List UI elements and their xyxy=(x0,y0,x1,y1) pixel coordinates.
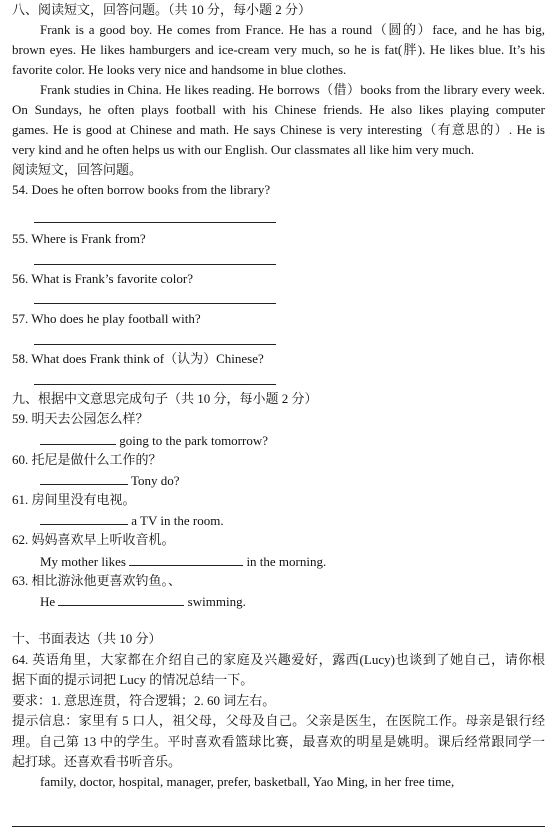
sentence-after: going to the park tomorrow? xyxy=(116,433,268,448)
passage-line: Frank is a good boy. He comes from France. He has a round（圆的）face, and he has big, xyxy=(40,22,545,37)
keywords-line: family, doctor, hospital, manager, prefer, basketball, Yao Ming, in her free time, xyxy=(40,774,455,789)
question-58: 58. What does Frank think of（认为）Chinese? xyxy=(12,351,264,366)
section10-heading: 十、书面表达（共 10 分） xyxy=(12,631,162,646)
answer-line-56[interactable] xyxy=(34,303,276,304)
answer-line-54[interactable] xyxy=(34,222,276,223)
question-56: 56. What is Frank’s favorite color? xyxy=(12,271,193,286)
sentence-after: in the morning. xyxy=(243,554,327,569)
item-number: 62. xyxy=(12,532,29,547)
question-55: 55. Where is Frank from? xyxy=(12,231,146,246)
item-60-chinese xyxy=(12,450,545,470)
item-chinese: 明天去公园怎么样？ xyxy=(31,411,149,426)
sentence-after: a TV in the room. xyxy=(128,513,224,528)
passage-line: games. He is good at Chinese and math. He says Chinese is very interesting（有意思的）. He is xyxy=(12,122,545,137)
question-54: 54. Does he often borrow books from the library? xyxy=(12,182,271,197)
item-number: 61. xyxy=(12,492,29,507)
section8-heading: 八、阅读短文，回答问题。（共 10 分，每小题 2 分） xyxy=(12,2,312,17)
sentence-before: My mother likes xyxy=(40,554,130,569)
hint-line: 提示信息：家里有 5 口人，祖父母，父母及自己。父亲是医生，在医院工作。母亲是银行经 xyxy=(12,713,545,728)
section9-heading: 九、根据中文意思完成句子（共 10 分，每小题 2 分） xyxy=(12,391,318,406)
item-62-sentence xyxy=(40,551,545,572)
item-60-sentence xyxy=(40,470,545,491)
writing-answer-line[interactable] xyxy=(12,826,545,827)
item-number: 60. xyxy=(12,452,29,467)
answer-line-55[interactable] xyxy=(34,264,276,265)
fill-blank-61[interactable] xyxy=(40,510,128,525)
section8-instruction: 阅读短文，回答问题。 xyxy=(12,162,143,177)
passage-line: favorite color. He looks very nice and handsome in blue clothes. xyxy=(12,62,347,77)
answer-line-58[interactable] xyxy=(34,384,276,385)
passage-line: Frank studies in China. He likes reading. He borrows（借）books from the library every week. xyxy=(40,82,545,97)
item-61-sentence xyxy=(40,510,545,531)
item-63-chinese xyxy=(12,571,545,591)
item-63-sentence xyxy=(40,591,545,612)
item-chinese: 房间里没有电视。 xyxy=(31,492,136,507)
sentence-after: Tony do? xyxy=(128,473,180,488)
fill-blank-59[interactable] xyxy=(40,430,116,445)
item-chinese: 妈妈喜欢早上听收音机。 xyxy=(31,532,175,547)
sentence-after: swimming. xyxy=(184,594,246,609)
answer-line-57[interactable] xyxy=(34,344,276,345)
item-number: 63. xyxy=(12,573,29,588)
writing-requirement: 要求：1. 意思连贯，符合逻辑；2. 60 词左右。 xyxy=(12,693,276,708)
item-number: 59. xyxy=(12,411,29,426)
sentence-before: He xyxy=(40,594,59,609)
item-59-sentence xyxy=(40,430,545,451)
fill-blank-62[interactable] xyxy=(129,551,243,566)
writing-prompt-line: 64. 英语角里，大家都在介绍自己的家庭及兴趣爱好，露西(Lucy)也谈到了她自己，请你根 xyxy=(12,652,545,667)
item-chinese: 相比游泳他更喜欢钓鱼。、 xyxy=(31,573,182,588)
fill-blank-60[interactable] xyxy=(40,470,128,485)
item-62-chinese xyxy=(12,530,545,550)
writing-prompt-line: 据下面的提示词把 Lucy 的情况总结一下。 xyxy=(12,672,254,687)
passage-line: brown eyes. He likes hamburgers and ice-cream very much, so he is fat(胖). He likes blue. It’s his xyxy=(12,42,545,57)
item-61-chinese xyxy=(12,490,545,510)
passage-line: very kind and he often helps us with our English. Our classmates all like him very much. xyxy=(12,142,475,157)
hint-line: 起打球。还喜欢看书听音乐。 xyxy=(12,754,182,769)
hint-line: 理。自己第 13 中的学生。平时喜欢看篮球比赛，最喜欢的明星是姚明。课后经常跟同学一 xyxy=(12,734,545,749)
item-59-chinese xyxy=(12,409,545,429)
question-57: 57. Who does he play football with? xyxy=(12,311,201,326)
fill-blank-63[interactable] xyxy=(58,591,184,606)
passage-line: On Sundays, he often plays football with his Chinese friends. He also likes playing computer xyxy=(12,102,545,117)
item-chinese: 托尼是做什么工作的？ xyxy=(31,452,162,467)
